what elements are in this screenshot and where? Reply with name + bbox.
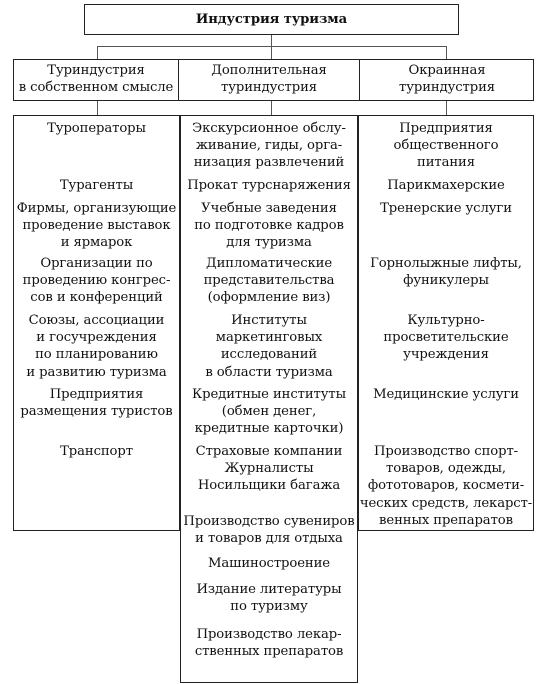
list-item-medical-services: Медицинские услуги [373,387,519,402]
connector-header-bar [97,46,446,47]
list-item-travel-agents: Турагенты [59,178,134,193]
list-item-pharmaceuticals: Производство лекар- ственных препаратов [194,627,344,660]
title-box [84,4,459,35]
list-item-engineering: Машиностроение [208,556,330,571]
list-item-transport: Транспорт [60,444,133,459]
list-item-equipment-rental: Прокат турснаряжения [187,178,351,193]
list-item-goods-production: Производство спорт- товаров, одежды, фототоваров, космети- ческих средств, лекарст- венных препаратов [359,444,533,528]
list-item-insurance-journalists-porters: Страховые компании Журналисты Носильщики багажа [195,444,343,494]
header-peripheral-tourism: Окраинная туриндустрия [399,63,495,96]
list-item-accommodation: Предприятия размещения туристов [20,387,173,420]
list-item-marketing-institutes: Институты маркетинговых исследований в области туризма [205,313,333,380]
list-item-associations: Союзы, ассоциации и госучреждения по планированию и развитию туризма [26,313,167,380]
list-item-literature: Издание литературы по туризму [196,582,342,615]
list-item-tour-operators: Туроператоры [47,121,146,136]
list-item-excursions: Экскурсионное обслу- живание, гиды, орга- низация развлечений [192,121,346,171]
connector-title-to-headers [271,34,272,60]
connector-right-drop [446,46,447,60]
connector-col3-down [446,100,447,116]
column-core-tourism [13,115,180,531]
list-item-catering: Предприятия общественного питания [393,121,499,171]
list-item-education: Учебные заведения по подготовке кадров для туризма [194,201,344,251]
list-item-ski-lifts: Горнолыжные лифты, фуникулеры [370,256,522,289]
header-additional-tourism: Дополнительная туриндустрия [211,63,327,96]
list-item-congress-organizers: Организации по проведению конгрес- сов и конференций [22,256,171,306]
connector-col2-down [271,100,272,116]
list-item-coaching: Тренерские услуги [380,201,512,216]
connector-left-drop [97,46,98,60]
list-item-hairdressers: Парикмахерские [387,178,505,193]
list-item-souvenirs: Производство сувениров и товаров для отдыха [183,514,355,547]
column-peripheral-tourism [358,115,534,531]
header-core-tourism: Туриндустрия в собственном смысле [18,63,174,96]
connector-col1-down [97,100,98,116]
column-additional-tourism [180,115,358,683]
list-item-credit-institutions: Кредитные институты (обмен денег, кредитные карточки) [192,387,346,437]
header-row [13,59,534,101]
list-item-diplomatic: Дипломатические представительства (оформление виз) [203,256,335,306]
list-item-exhibition-firms: Фирмы, организующие проведение выставок и ярмарок [16,201,177,251]
list-item-cultural-institutions: Культурно- просветительские учреждения [383,313,509,363]
diagram-title: Индустрия туризма [195,12,348,27]
